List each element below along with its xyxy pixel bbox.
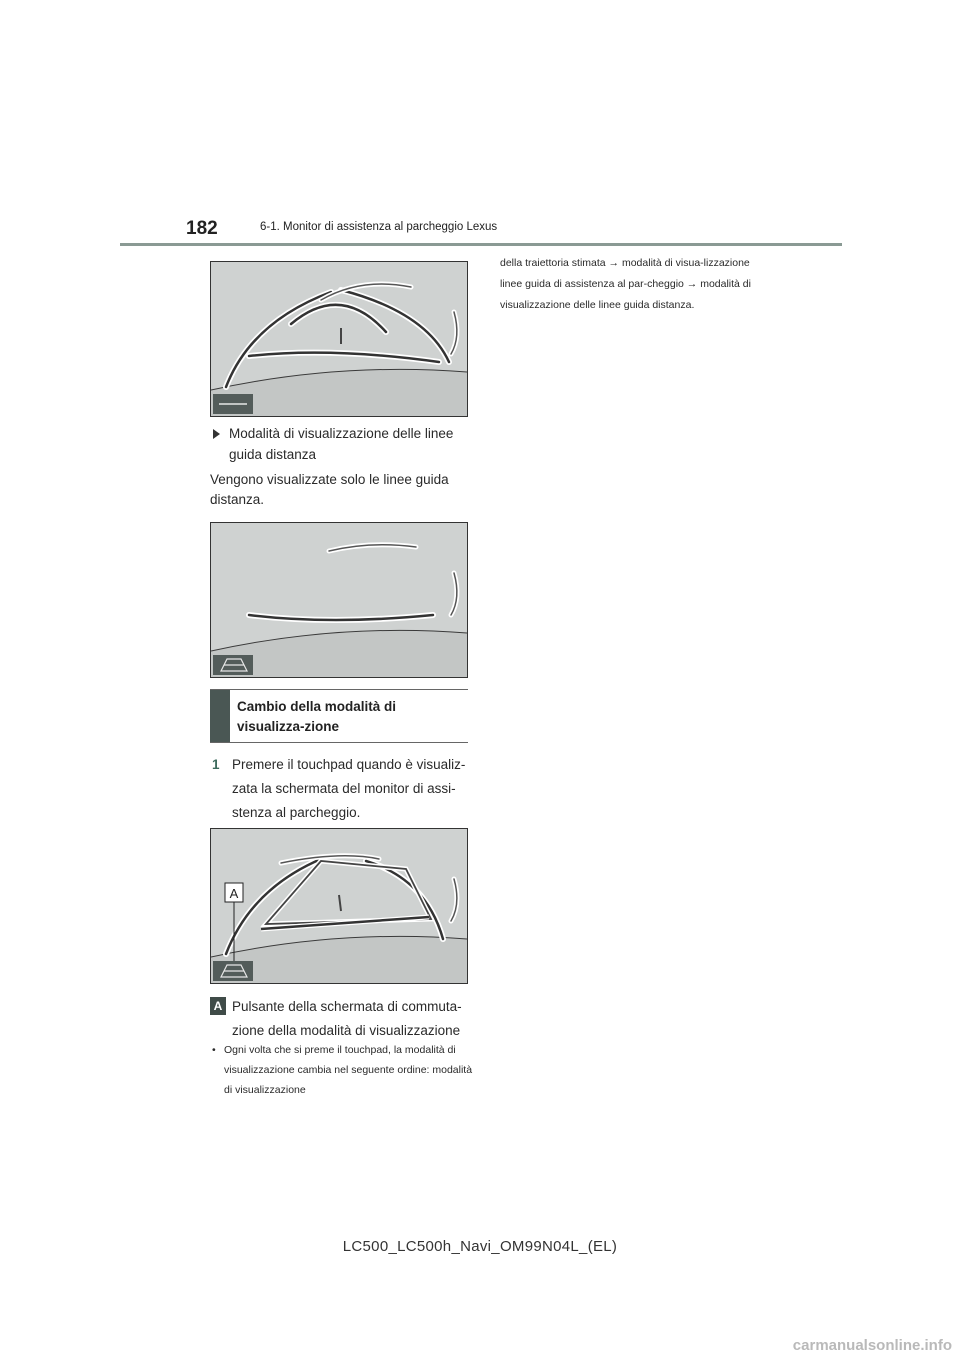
camera-screen-estimated-path [210, 261, 468, 417]
subheading-bar [210, 690, 230, 742]
callout-label-a: A [229, 886, 239, 901]
step-text: Premere il touchpad quando è visualiz-zata la schermata del monitor di assi-stenza al parcheggio. [232, 757, 466, 820]
page-number: 182 [186, 218, 218, 239]
continuation-text: della traiettoria stimata → modalità di visua-lizzazione linee guida di assistenza al par-cheggio → modalità di visualizzazione delle linee guida distanza. [500, 257, 751, 311]
camera-screen-mode-switch [210, 828, 468, 984]
header-rule [120, 243, 842, 246]
footer-doc-code: LC500_LC500h_Navi_OM99N04L_(EL) [342, 1238, 618, 1255]
description-paragraph: Vengono visualizzate solo le linee guida distanza. [210, 472, 449, 507]
subheading-change-mode [210, 689, 468, 743]
caption-text: Pulsante della schermata di commuta-zione della modalità di visualizzazione [232, 999, 462, 1038]
caption-badge-a: A [210, 997, 226, 1015]
note-text: Ogni volta che si preme il touchpad, la modalità di visualizzazione cambia nel seguente ordine: modalità di visualizzazione [224, 1044, 473, 1096]
caption-a [210, 995, 472, 1043]
note-bullet: • [212, 1044, 216, 1056]
bullet-distance-guide-mode [213, 423, 473, 465]
bullet-text: Modalità di visualizzazione delle linee guida distanza [229, 426, 454, 462]
step-number: 1 [212, 757, 220, 772]
note-item [212, 1040, 474, 1100]
watermark: carmanualsonline.info [792, 1337, 952, 1354]
section-title: 6-1. Monitor di assistenza al parcheggio Lexus [260, 221, 498, 233]
step-1 [210, 753, 472, 825]
bullet-triangle-icon [213, 429, 220, 439]
camera-screen-distance-guide [210, 522, 468, 678]
subheading-text: Cambio della modalità di visualizza-zione [237, 699, 397, 734]
